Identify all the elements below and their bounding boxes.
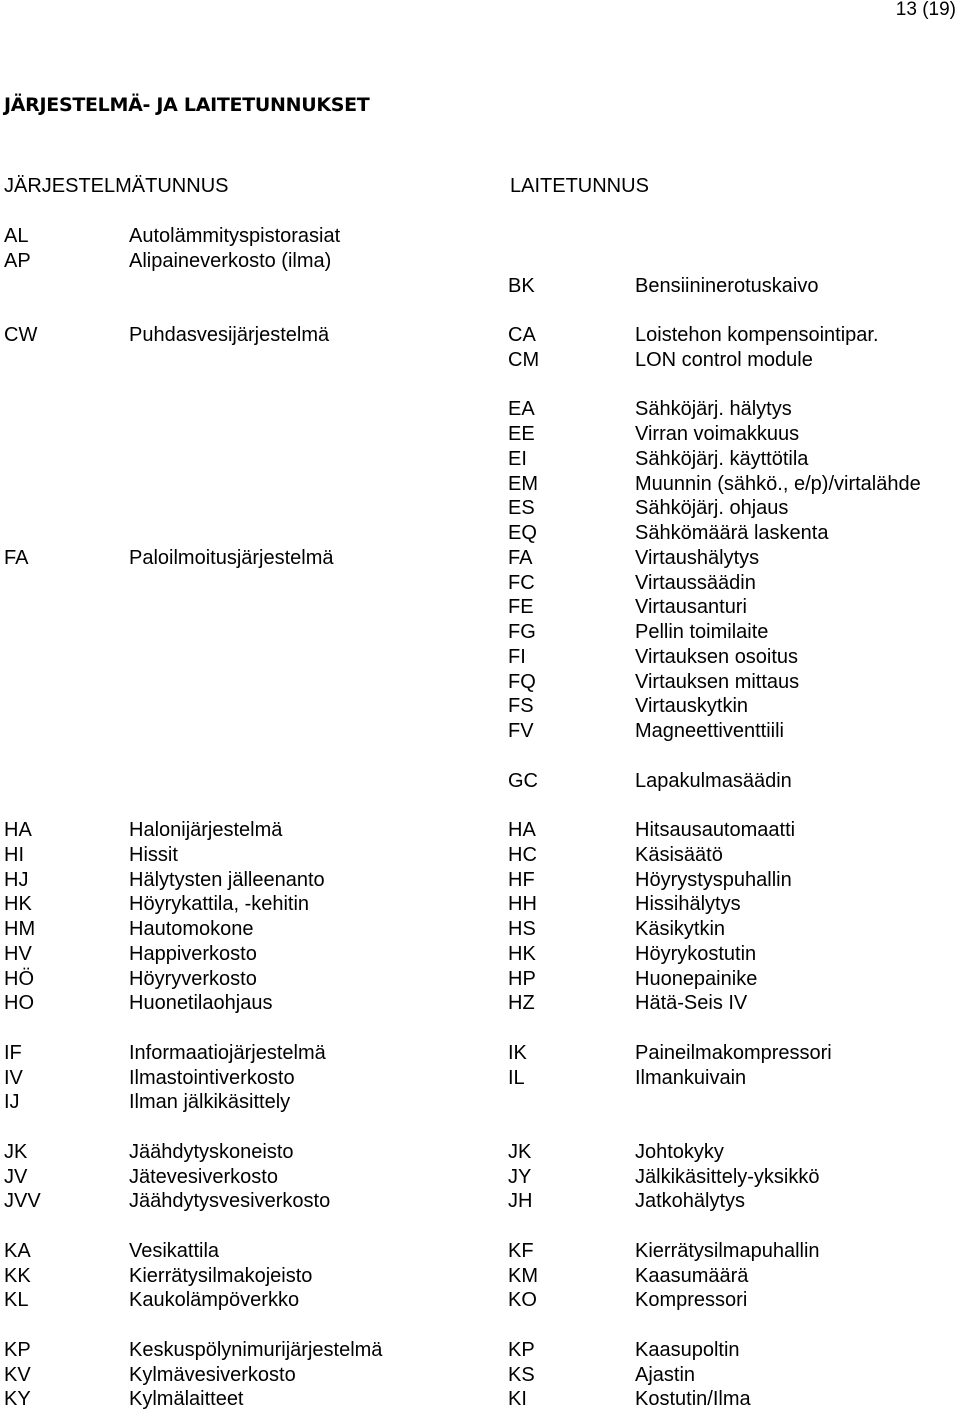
- system-name: Höyryverkosto: [129, 967, 257, 990]
- system-code: IF: [4, 1041, 22, 1064]
- device-name: Sähköjärj. hälytys: [635, 398, 792, 421]
- table-row: [0, 869, 960, 894]
- device-code: EM: [508, 472, 538, 495]
- device-name: Huonepainike: [635, 967, 758, 990]
- device-code: FE: [508, 596, 534, 619]
- table-row: [0, 1388, 960, 1413]
- table-row: [0, 1190, 960, 1215]
- table-row: [0, 596, 960, 621]
- system-code: JV: [4, 1165, 28, 1188]
- device-name: Ajastin: [635, 1363, 696, 1386]
- device-code: HK: [508, 942, 536, 965]
- device-name: Loistehon kompensointipar.: [635, 324, 879, 346]
- device-name: Virtauksen mittaus: [635, 670, 800, 693]
- table-row: [0, 968, 960, 993]
- system-code: HM: [4, 918, 36, 940]
- device-code: HS: [508, 918, 536, 940]
- device-code: HF: [508, 868, 535, 891]
- device-name: Jatkohälytys: [635, 1190, 746, 1213]
- device-code: HA: [508, 819, 536, 841]
- table-row: [0, 497, 960, 522]
- device-code: JH: [508, 1190, 533, 1213]
- system-code: KV: [4, 1363, 31, 1386]
- system-name: Informaatiojärjestelmä: [129, 1041, 326, 1064]
- table-row: [0, 844, 960, 869]
- system-name: Ilmastointiverkosto: [129, 1066, 295, 1089]
- device-name: Virtauksen osoitus: [635, 645, 799, 668]
- system-code: HO: [4, 992, 34, 1015]
- device-name: Kaasumäärä: [635, 1264, 749, 1287]
- table-row: [0, 423, 960, 448]
- system-code: KP: [4, 1338, 31, 1361]
- document-title: JÄRJESTELMÄ- JA LAITETUNNUKSET: [4, 94, 370, 116]
- system-name: Paloilmoitusjärjestelmä: [129, 546, 334, 569]
- device-code: IK: [508, 1041, 527, 1064]
- device-name: Kaasupoltin: [635, 1338, 740, 1361]
- table-row: [0, 1141, 960, 1166]
- system-code: AL: [4, 225, 29, 247]
- system-name: Jäähdytysvesiverkosto: [129, 1190, 331, 1213]
- table-row: [0, 1091, 960, 1116]
- system-code: HV: [4, 942, 32, 965]
- table-row: [0, 349, 960, 374]
- device-name: Höyrykostutin: [635, 942, 757, 965]
- device-code: HC: [508, 843, 537, 866]
- device-code: FI: [508, 645, 526, 668]
- system-code: IV: [4, 1066, 23, 1089]
- system-name: Ilman jälkikäsittely: [129, 1091, 291, 1114]
- device-name: Virtauskytkin: [635, 695, 749, 718]
- device-name: Bensiininerotuskaivo: [635, 274, 819, 297]
- table-row: [0, 1364, 960, 1389]
- table-row: [0, 1166, 960, 1191]
- system-code: KK: [4, 1264, 31, 1287]
- system-name: Happiverkosto: [129, 942, 257, 965]
- table-row: [0, 547, 960, 572]
- table-row: [0, 250, 960, 275]
- system-name: Hautomokone: [129, 918, 254, 940]
- device-name: Käsikytkin: [635, 918, 726, 940]
- system-name: Kierrätysilmakojeisto: [129, 1264, 313, 1287]
- device-code: HZ: [508, 992, 535, 1015]
- table-row: [0, 448, 960, 473]
- table-row: [0, 893, 960, 918]
- system-name: Hälytysten jälleenanto: [129, 868, 325, 891]
- table-row: [0, 522, 960, 547]
- table-row: [0, 918, 960, 943]
- device-name: LON control module: [635, 348, 813, 371]
- table-row: [0, 473, 960, 498]
- system-code: KL: [4, 1289, 29, 1312]
- device-name: Virtaussäädin: [635, 571, 756, 594]
- device-name: Johtokyky: [635, 1140, 724, 1163]
- device-code: KO: [508, 1289, 537, 1312]
- device-code: JK: [508, 1140, 532, 1163]
- device-code: KF: [508, 1239, 534, 1262]
- device-name: Sähköjärj. ohjaus: [635, 497, 789, 520]
- table-row: [0, 275, 960, 300]
- table-row: [0, 695, 960, 720]
- table-row: [0, 621, 960, 646]
- table-row: [0, 572, 960, 597]
- device-name: Kierrätysilmapuhallin: [635, 1239, 820, 1262]
- system-code: HÖ: [4, 967, 34, 990]
- device-code: EQ: [508, 522, 537, 544]
- device-code: IL: [508, 1066, 525, 1089]
- system-name: Jätevesiverkosto: [129, 1165, 278, 1188]
- table-row: [0, 1240, 960, 1265]
- device-code: FQ: [508, 670, 536, 693]
- device-code: EI: [508, 447, 527, 470]
- device-code: FG: [508, 621, 536, 643]
- device-name: Lapakulmasäädin: [635, 769, 792, 792]
- device-code: FA: [508, 546, 533, 569]
- table-row: [0, 324, 960, 349]
- device-code: ES: [508, 497, 535, 520]
- system-code: HK: [4, 893, 32, 916]
- system-name: Kaukolämpöverkko: [129, 1289, 300, 1312]
- system-name: Halonijärjestelmä: [129, 819, 283, 841]
- system-name: Huonetilaohjaus: [129, 992, 273, 1015]
- device-code-heading: LAITETUNNUS: [510, 175, 649, 197]
- device-name: Käsisäätö: [635, 843, 723, 866]
- device-code: CA: [508, 324, 536, 346]
- device-code: KS: [508, 1363, 535, 1386]
- table-row: [0, 1265, 960, 1290]
- device-name: Paineilmakompressori: [635, 1041, 832, 1064]
- table-row: [0, 398, 960, 423]
- device-name: Hissihälytys: [635, 893, 741, 916]
- device-name: Virtausanturi: [635, 596, 747, 619]
- system-code: JK: [4, 1140, 28, 1163]
- device-name: Magneettiventtiili: [635, 720, 784, 742]
- table-row: [0, 225, 960, 250]
- device-name: Muunnin (sähkö., e/p)/virtalähde: [635, 472, 921, 495]
- device-name: Höyrystyspuhallin: [635, 868, 792, 891]
- device-code: FS: [508, 695, 534, 718]
- device-name: Kompressori: [635, 1289, 748, 1312]
- system-code: JVV: [4, 1190, 41, 1213]
- device-name: Jälkikäsittely-yksikkö: [635, 1165, 820, 1188]
- system-name: Alipaineverkosto (ilma): [129, 249, 332, 272]
- table-row: [0, 1067, 960, 1092]
- device-code: EE: [508, 423, 535, 445]
- table-row: [0, 819, 960, 844]
- table-row: [0, 992, 960, 1017]
- device-code: KM: [508, 1264, 538, 1287]
- device-name: Hätä-Seis IV: [635, 992, 748, 1015]
- table-row: [0, 1339, 960, 1364]
- table-row: [0, 720, 960, 745]
- table-row: [0, 1289, 960, 1314]
- device-code: KI: [508, 1388, 527, 1411]
- device-code: GC: [508, 769, 538, 792]
- device-name: Pellin toimilaite: [635, 621, 769, 643]
- system-code: AP: [4, 249, 31, 272]
- system-name: Puhdasvesijärjestelmä: [129, 324, 330, 346]
- device-code: EA: [508, 398, 535, 421]
- device-name: Kostutin/Ilma: [635, 1388, 751, 1411]
- device-code: BK: [508, 274, 535, 297]
- system-name: Höyrykattila, -kehitin: [129, 893, 310, 916]
- device-code: CM: [508, 348, 540, 371]
- system-code-heading: JÄRJESTELMÄTUNNUS: [4, 175, 229, 197]
- system-code: HA: [4, 819, 32, 841]
- table-row: [0, 646, 960, 671]
- system-code: KA: [4, 1239, 31, 1262]
- table-row: [0, 943, 960, 968]
- system-name: Kylmälaitteet: [129, 1388, 244, 1411]
- table-row: [0, 1042, 960, 1067]
- system-name: Kylmävesiverkosto: [129, 1363, 296, 1386]
- device-code: KP: [508, 1338, 535, 1361]
- table-row: [0, 671, 960, 696]
- device-name: Sähkömäärä laskenta: [635, 522, 829, 544]
- device-name: Sähköjärj. käyttötila: [635, 447, 809, 470]
- device-code: HP: [508, 967, 536, 990]
- system-code: HI: [4, 843, 24, 866]
- system-code: KY: [4, 1388, 31, 1411]
- device-name: Virran voimakkuus: [635, 423, 800, 445]
- system-name: Autolämmityspistorasiat: [129, 225, 341, 247]
- device-name: Ilmankuivain: [635, 1066, 747, 1089]
- system-code: IJ: [4, 1091, 20, 1114]
- system-code: HJ: [4, 868, 29, 891]
- system-name: Hissit: [129, 843, 178, 866]
- table-row: [0, 770, 960, 795]
- page-number: 13 (19): [895, 0, 956, 20]
- device-name: Virtaushälytys: [635, 546, 760, 569]
- system-code: FA: [4, 546, 29, 569]
- device-code: HH: [508, 893, 537, 916]
- device-code: JY: [508, 1165, 532, 1188]
- device-code: FC: [508, 571, 535, 594]
- device-code: FV: [508, 720, 534, 742]
- system-name: Jäähdytyskoneisto: [129, 1140, 294, 1163]
- system-name: Vesikattila: [129, 1239, 220, 1262]
- system-name: Keskuspölynimurijärjestelmä: [129, 1338, 383, 1361]
- device-name: Hitsausautomaatti: [635, 819, 796, 841]
- system-code: CW: [4, 324, 38, 346]
